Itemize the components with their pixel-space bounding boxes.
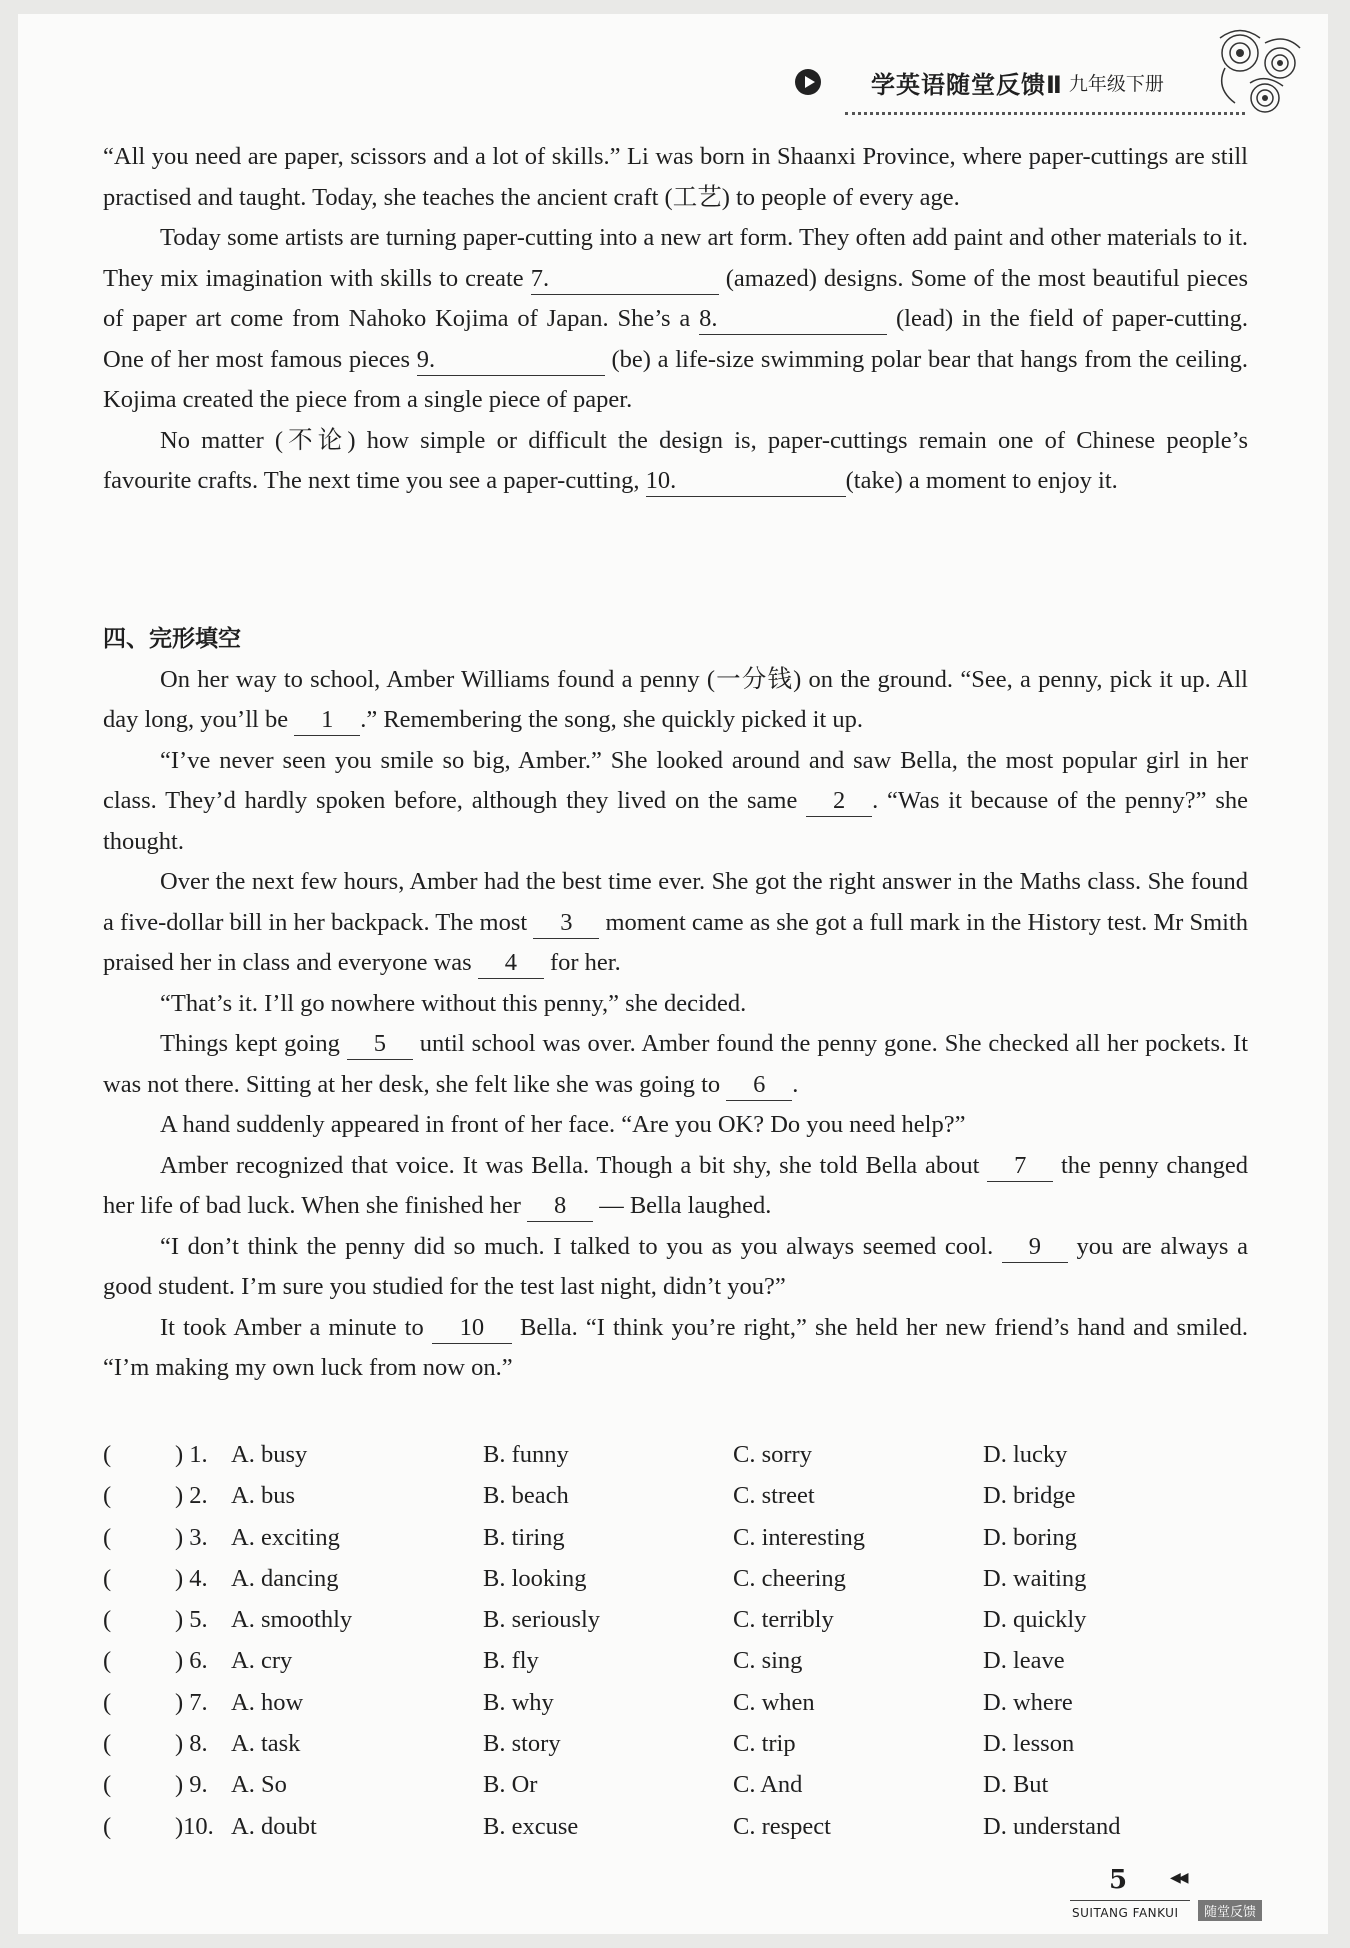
answer-paren[interactable]: ( bbox=[103, 1812, 112, 1840]
option-b[interactable]: B. tiring bbox=[483, 1523, 565, 1551]
cloze-paragraph-2 bbox=[103, 741, 1248, 863]
page-header bbox=[795, 62, 1164, 102]
option-c[interactable]: C. sorry bbox=[733, 1441, 812, 1468]
cloze-text: the penny changed her life of bad luck. When she finished her bbox=[103, 1151, 1248, 1219]
option-row bbox=[103, 1647, 1248, 1688]
passage-text: (amazed) designs. Some of the most beautiful pieces of paper art come from Nahoko Kojima of Japan. She’s a bbox=[103, 264, 1248, 332]
cloze-paragraph-9 bbox=[103, 1308, 1248, 1389]
option-c[interactable]: C. And bbox=[733, 1771, 803, 1799]
book-title: 学英语随堂反馈Ⅱ bbox=[871, 70, 1063, 99]
question-number: ) 1. bbox=[175, 1441, 208, 1468]
cloze-text: . bbox=[792, 1070, 799, 1098]
cloze-blank-10[interactable]: 10 bbox=[432, 1313, 512, 1344]
option-d[interactable]: D. boring bbox=[983, 1523, 1077, 1551]
cloze-text: Amber recognized that voice. It was Bella. Though a bit shy, she told Bella about bbox=[160, 1151, 988, 1179]
passage-text: (be) a life-size swimming polar bear that hangs from the ceiling. Kojima created the piece from a single piece of paper. bbox=[103, 345, 1248, 413]
option-row bbox=[103, 1441, 1248, 1482]
cloze-text: — Bella laughed. bbox=[593, 1192, 772, 1219]
answer-paren[interactable]: ( bbox=[103, 1771, 112, 1799]
option-a[interactable]: A. busy bbox=[231, 1441, 308, 1468]
option-a[interactable]: A. how bbox=[231, 1688, 304, 1716]
question-number: ) 3. bbox=[175, 1523, 208, 1551]
question-number: ) 6. bbox=[175, 1647, 208, 1675]
option-c[interactable]: C. street bbox=[733, 1482, 815, 1510]
answer-paren[interactable]: ( bbox=[103, 1647, 112, 1675]
cloze-paragraph-5 bbox=[103, 1024, 1248, 1105]
option-b[interactable]: B. looking bbox=[483, 1564, 587, 1592]
option-row bbox=[103, 1482, 1248, 1523]
option-c[interactable]: C. trip bbox=[733, 1730, 796, 1758]
passage-paragraph-3 bbox=[103, 421, 1248, 502]
option-a[interactable]: A. task bbox=[231, 1730, 301, 1758]
option-a[interactable]: A. cry bbox=[231, 1647, 293, 1675]
cloze-paragraph-6: A hand suddenly appeared in front of her face. “Are you OK? Do you need help?” bbox=[160, 1111, 966, 1138]
option-c[interactable]: C. sing bbox=[733, 1647, 803, 1675]
option-d[interactable]: D. understand bbox=[983, 1812, 1121, 1840]
cloze-text: . “Was it because of the penny?” she thought. bbox=[103, 787, 1248, 855]
answer-paren[interactable]: ( bbox=[103, 1730, 112, 1758]
option-row bbox=[103, 1524, 1248, 1565]
option-b[interactable]: B. beach bbox=[483, 1482, 569, 1510]
question-number: )10. bbox=[175, 1812, 214, 1840]
option-a[interactable]: A. bus bbox=[231, 1482, 295, 1510]
cloze-text: Bella. “I think you’re right,” she held her new friend’s hand and smiled. “I’m making my own luck from now on.” bbox=[103, 1313, 1248, 1381]
option-d[interactable]: D. leave bbox=[983, 1647, 1065, 1675]
answer-blank-8[interactable]: 8. bbox=[699, 304, 887, 335]
answer-blank-10[interactable]: 10. bbox=[646, 466, 846, 497]
cloze-text: moment came as she got a full mark in the History test. Mr Smith praised her in class and everyone was bbox=[103, 908, 1248, 976]
cloze-blank-9[interactable]: 9 bbox=[1002, 1232, 1068, 1263]
passage-paragraph-1: “All you need are paper, scissors and a lot of skills.” Li was born in Shaanxi Province, where paper-cuttings are still practised and taught. Today, she teaches the ancient craft (工艺) to people of every age. bbox=[103, 143, 1248, 211]
question-number: ) 8. bbox=[175, 1730, 208, 1758]
option-row bbox=[103, 1606, 1248, 1647]
cloze-paragraph-4: “That’s it. I’ll go nowhere without this penny,” she decided. bbox=[160, 989, 747, 1017]
option-b[interactable]: B. Or bbox=[483, 1771, 538, 1799]
cloze-blank-6[interactable]: 6 bbox=[726, 1070, 792, 1101]
option-c[interactable]: C. interesting bbox=[733, 1523, 866, 1551]
answer-paren[interactable]: ( bbox=[103, 1523, 112, 1551]
option-row bbox=[103, 1565, 1248, 1606]
option-a[interactable]: A. So bbox=[231, 1771, 287, 1799]
option-b[interactable]: B. why bbox=[483, 1688, 554, 1716]
flower-decoration-icon bbox=[1205, 18, 1325, 128]
cloze-paragraph-1 bbox=[103, 660, 1248, 741]
option-c[interactable]: C. terribly bbox=[733, 1606, 834, 1634]
option-row bbox=[103, 1730, 1248, 1771]
cloze-text: for her. bbox=[543, 949, 621, 976]
option-c[interactable]: C. when bbox=[733, 1688, 815, 1716]
cloze-paragraph-3 bbox=[103, 862, 1248, 984]
passage-text: No matter (不论) how simple or difficult the design is, paper-cuttings remain one of Chinese people’s favourite crafts. The next time you see a paper-cutting, bbox=[103, 426, 1248, 494]
cloze-blank-8[interactable]: 8 bbox=[527, 1191, 593, 1222]
option-d[interactable]: D. lesson bbox=[983, 1730, 1075, 1758]
footer-brand: SUITANG FANKUI bbox=[1072, 1906, 1179, 1920]
page-number: 5 bbox=[1109, 1865, 1128, 1895]
option-d[interactable]: D. But bbox=[983, 1771, 1049, 1799]
answer-paren[interactable]: ( bbox=[103, 1606, 112, 1634]
cloze-text: On her way to school, Amber Williams found a penny (一分钱) on the ground. “See, a penny, pick it up. All day long, you’ll be bbox=[103, 665, 1248, 733]
question-number: ) 7. bbox=[175, 1688, 208, 1716]
option-a[interactable]: A. smoothly bbox=[231, 1606, 353, 1634]
section-title: 四、完形填空 bbox=[103, 626, 241, 652]
answer-paren[interactable]: ( bbox=[103, 1482, 112, 1510]
cloze-paragraph-8 bbox=[103, 1227, 1248, 1308]
cloze-text: until school was over. Amber found the penny gone. She checked all her pockets. It was not there. Sitting at her desk, she felt like she was going to bbox=[103, 1030, 1249, 1098]
footer-badge: 随堂反馈 bbox=[1198, 1900, 1262, 1921]
cloze-text: “I’ve never seen you smile so big, Amber.” She looked around and saw Bella, the most popular girl in her class. They’d hardly spoken before, although they lived on the same bbox=[103, 746, 1248, 814]
cloze-text: you are always a good student. I’m sure you studied for the test last night, didn’t you?” bbox=[103, 1232, 1248, 1300]
option-c[interactable]: C. cheering bbox=[733, 1564, 846, 1592]
option-a[interactable]: A. doubt bbox=[231, 1812, 317, 1840]
header-divider bbox=[845, 112, 1245, 115]
option-d[interactable]: D. waiting bbox=[983, 1564, 1087, 1592]
cloze-text: .” Remembering the song, she quickly picked it up. bbox=[360, 706, 864, 733]
option-d[interactable]: D. bridge bbox=[983, 1482, 1076, 1510]
answer-paren[interactable]: ( bbox=[103, 1564, 112, 1592]
cloze-blank-5[interactable]: 5 bbox=[347, 1029, 413, 1060]
option-b[interactable]: B. story bbox=[483, 1730, 561, 1758]
question-number: ) 9. bbox=[175, 1771, 208, 1799]
cloze-blank-2[interactable]: 2 bbox=[806, 786, 872, 817]
question-number: ) 5. bbox=[175, 1606, 208, 1634]
option-a[interactable]: A. exciting bbox=[231, 1523, 340, 1551]
option-row bbox=[103, 1813, 1248, 1854]
cloze-text: Things kept going bbox=[160, 1030, 347, 1057]
passage-paragraph-2 bbox=[103, 218, 1248, 421]
option-row bbox=[103, 1689, 1248, 1730]
option-row bbox=[103, 1771, 1248, 1812]
option-d[interactable]: D. quickly bbox=[983, 1606, 1087, 1634]
answer-paren[interactable]: ( bbox=[103, 1688, 112, 1716]
option-b[interactable]: B. funny bbox=[483, 1441, 569, 1468]
cloze-text: “I don’t think the penny did so much. I talked to you as you always seemed cool. bbox=[160, 1232, 1002, 1260]
cloze-paragraph-7 bbox=[103, 1146, 1248, 1227]
option-c[interactable]: C. respect bbox=[733, 1812, 831, 1840]
cloze-blank-1[interactable]: 1 bbox=[294, 705, 360, 736]
option-a[interactable]: A. dancing bbox=[231, 1564, 339, 1592]
answer-paren[interactable]: ( bbox=[103, 1441, 112, 1468]
question-number: ) 2. bbox=[175, 1482, 208, 1510]
play-icon bbox=[795, 69, 821, 95]
option-b[interactable]: B. excuse bbox=[483, 1812, 579, 1840]
cloze-section bbox=[103, 619, 1248, 1389]
passage bbox=[103, 137, 1248, 502]
passage-text: (lead) in the field of paper-cutting. One of her most famous pieces bbox=[103, 305, 1248, 373]
option-b[interactable]: B. seriously bbox=[483, 1606, 601, 1634]
book-grade: 九年级下册 bbox=[1068, 72, 1164, 95]
option-d[interactable]: D. where bbox=[983, 1688, 1073, 1716]
cloze-text: Over the next few hours, Amber had the best time ever. She got the right answer in the Maths class. She found a five-dollar bill in her backpack. The most bbox=[103, 868, 1248, 936]
cloze-blank-7[interactable]: 7 bbox=[987, 1151, 1053, 1182]
passage-text: (take) a moment to enjoy it. bbox=[845, 467, 1118, 494]
cloze-text: It took Amber a minute to bbox=[160, 1313, 432, 1341]
option-b[interactable]: B. fly bbox=[483, 1647, 539, 1675]
answer-blank-9[interactable]: 9. bbox=[417, 345, 605, 376]
footer-divider bbox=[1070, 1900, 1190, 1901]
double-arrow-left-icon: ◀◀ bbox=[1170, 1871, 1186, 1886]
cloze-blank-3[interactable]: 3 bbox=[533, 908, 599, 939]
question-number: ) 4. bbox=[175, 1564, 208, 1592]
answer-blank-7[interactable]: 7. bbox=[531, 264, 719, 295]
option-d[interactable]: D. lucky bbox=[983, 1441, 1068, 1468]
cloze-blank-4[interactable]: 4 bbox=[478, 948, 544, 979]
passage-text: Today some artists are turning paper-cutting into a new art form. They often add paint and other materials to it. They mix imagination with skills to create bbox=[103, 224, 1248, 292]
answer-options bbox=[103, 1441, 1248, 1854]
